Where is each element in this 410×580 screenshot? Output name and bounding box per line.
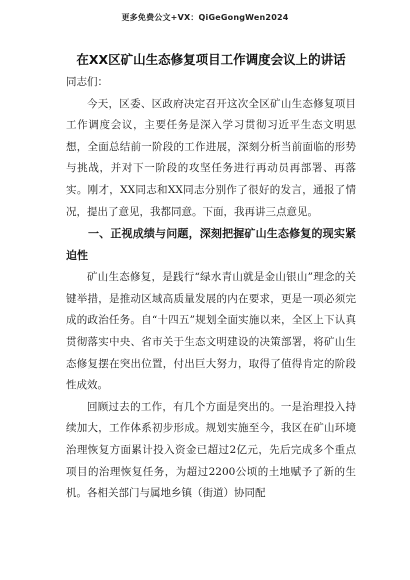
document-title: 在XX区矿山生态修复项目工作调度会议上的讲话 [76,52,346,67]
paragraph-intro: 今天，区委、区政府决定召开这次全区矿山生态修复项目工作调度会议，主要任务是深入学习贯彻习近平生态文明思想，全面总结前一阶段的工作进展，深刻分析当前面临的形势与挑战，并对下一阶段的攻坚任务进行再动员再部署、再落实。刚才，XX同志和XX同志分别作了很好的发言，通报了情况，提出了意见，我都同意。下面，我再讲三点意见。 [66,97,356,218]
paragraph-review: 回顾过去的工作，有几个方面是突出的。一是治理投入持续加大，工作体系初步形成。规划实施至今，我区在矿山环境治理恢复方面累计投入资金已超过2亿元，先后完成多个重点项目的治理恢复任务，为超过2200公顷的土地赋予了新的生机。各相关部门与属地乡镇（街道）协同配 [66,400,356,500]
document-body [66,72,356,505]
header-note: 更多免费公文+VX：QiGeGongWen2024 [121,13,289,22]
section-heading-1: 一、正视成绩与问题，深刻把握矿山生态修复的现实紧迫性 [66,227,356,263]
salutation: 同志们： [66,76,108,88]
paragraph-significance: 矿山生态修复，是践行“绿水青山就是金山银山”理念的关键举措，是推动区域高质量发展的内在要求，更是一项必须完成的政治任务。自“十四五”规划全面实施以来，全区上下认真贯彻落实中央、省市关于生态文明建设的决策部署，将矿山生态修复摆在突出位置，付出巨大努力，取得了值得肯定的阶段性成效。 [66,271,356,392]
